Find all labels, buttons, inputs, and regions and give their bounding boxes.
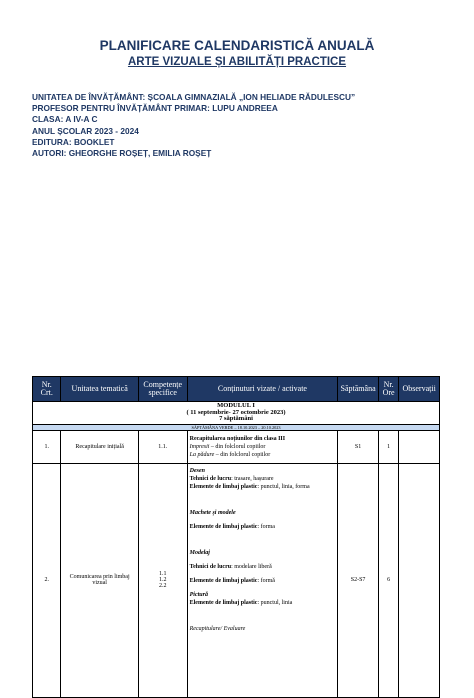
row1-content: [187, 430, 338, 463]
row1-hours: 1: [378, 430, 398, 463]
row2-content: Desen Tehnici de lucru: trasare, hașurare Elemente de limbaj plastic: punctul, linia, forma Machete și modele Elemente de limbaj plastic: forma Modelaj Tehnici de lucru: modelare liberă Elemente de limbaj plastic: formă Pictură Elemente de limbaj plastic: punctul, linia Recapitulare/ Evaluare: [187, 463, 338, 697]
row1-unit: Recapitulare inițială: [61, 430, 138, 463]
header-competences: Competențe specifice: [138, 377, 187, 402]
info-publisher: EDITURA: BOOKLET: [32, 136, 115, 147]
module-row: [33, 402, 440, 425]
section-title-modelaj: Modelaj: [189, 549, 210, 556]
row1-competences: 1.1.: [138, 430, 187, 463]
info-school-year: ANUL ȘCOLAR 2023 - 2024: [32, 125, 139, 136]
row1-observations: [399, 430, 440, 463]
row2-competences: [138, 463, 187, 697]
module-weeks: 7 săptămâni: [219, 415, 253, 422]
row1-week: S1: [338, 430, 379, 463]
section-title-recapitulare: Recapitulare/ Evaluare: [189, 625, 246, 632]
table-header-row: [33, 377, 440, 402]
header-content: Conținuturi vizate / activate: [187, 377, 338, 402]
row1-nr: 1.: [33, 430, 61, 463]
row2-competence: 1.2: [158, 577, 167, 583]
planning-table: [32, 376, 440, 698]
info-authors: AUTORI: GHEORGHE ROȘEȚ, EMILIA ROȘEȚ: [32, 148, 212, 159]
header-unit: Unitatea tematică: [61, 377, 138, 402]
table-row: [33, 463, 440, 697]
table-row: [33, 430, 440, 463]
header-observations: Observații: [399, 377, 440, 402]
row2-competence: 1.1: [158, 571, 167, 577]
header-nr: Nr. Crt.: [33, 377, 61, 402]
header-week: Săptămâna: [338, 377, 379, 402]
info-teacher: PROFESOR PENTRU ÎNVĂȚĂMÂNT PRIMAR: LUPU ANDREEA: [32, 103, 278, 114]
row1-content-heading: Recapitularea noțiunilor din clasa III: [189, 435, 286, 442]
info-class: CLASA: A IV-A C: [32, 114, 98, 125]
info-school: UNITATEA DE ÎNVĂȚĂMÂNT: ȘCOALA GIMNAZIALĂ „ION HELIADE RĂDULESCU”: [32, 92, 356, 102]
module-name: MODULUL I: [217, 402, 255, 409]
row2-week: S2-S7: [338, 463, 379, 697]
section-title-machete: Machete și modele: [189, 509, 236, 516]
row2-unit: Comunicarea prin limbaj vizual: [61, 463, 138, 697]
module-cell: [33, 402, 440, 425]
row2-hours: 6: [378, 463, 398, 697]
section-title-pictura: Pictură: [189, 591, 208, 598]
document-subtitle: ARTE VIZUALE ȘI ABILITĂȚI PRACTICE: [127, 56, 347, 68]
row2-observations: [399, 463, 440, 697]
header-hours: Nr. Ore: [378, 377, 398, 402]
info-block: [32, 92, 355, 159]
row2-nr: 2.: [33, 463, 61, 697]
module-dates: ( 11 septembrie- 27 octombrie 2023): [186, 408, 286, 416]
row1-content-line1: Impresii – din folclorul copiilor: [189, 443, 266, 450]
row2-competence: 2.2: [158, 583, 167, 589]
document-title: PLANIFICARE CALENDARISTICĂ ANUALĂ: [99, 38, 375, 53]
section-title-desen: Desen: [189, 467, 205, 474]
row1-content-line2: La pădure – din folclorul copiilor: [189, 451, 271, 458]
green-week-label: SĂPTĂMÂNA VERDE – 18.10.2023 – 20.10.2023: [33, 424, 440, 430]
